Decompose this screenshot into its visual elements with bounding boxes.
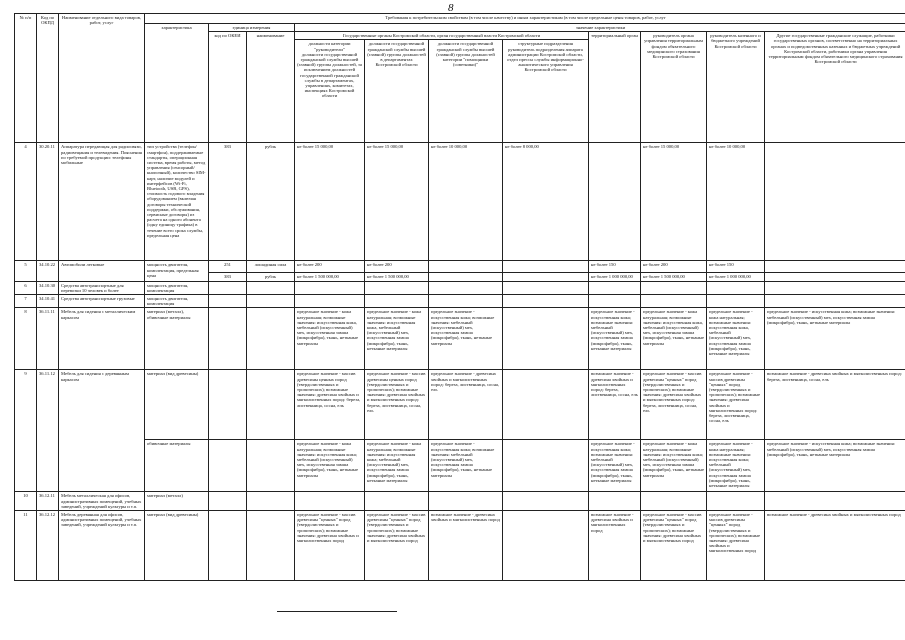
row-value: предельное значение - массив древесины "ценных" пород (твердолиственных и тропических); возможные значения: древесина хвойных и мягколиственных пород: [641, 511, 707, 581]
row-value: предельное значение - искусственная кожа; возможные значения: мебельный (искусственный) мех, искусственная замша (микрофибра), ткань, нетканые материалы: [429, 308, 503, 370]
table-row: [15, 492, 905, 511]
row-value: [429, 261, 503, 273]
row-value: предельное значение - массив древесины "ценных" пород (твердолиственных и тропических); возможные значения: древесина хвойных и мягколиственных пород: береза, лиственница, сосна, ель: [707, 370, 765, 440]
row-okei: [209, 308, 247, 370]
table-row: [15, 308, 905, 370]
header-gov-organs: Государственные органы Костромской области, орган государственный власти Костромской области: [295, 32, 589, 40]
row-unit: [247, 492, 295, 511]
row-value: [503, 370, 589, 440]
header-requirements: Требования к потребительским свойствам (в том числе качеству) и иным характеристикам (в том числе предельные цены товаров, работ, услуг: [145, 14, 905, 24]
header-num: № п/п: [15, 14, 37, 143]
row-unit: [247, 511, 295, 581]
row-value: не более 10 000,00: [707, 143, 765, 261]
header-unit-name: наименование: [247, 32, 295, 143]
header-head-inst: руководитель казенного и бюджетного учреждений Костромской области: [707, 32, 765, 143]
row-name: Мебель для сидения с деревянным каркасом: [59, 370, 145, 492]
row-name: Мебель для сидения с металлическим каркасом: [59, 308, 145, 370]
row-value: [503, 492, 589, 511]
row-okpd-code: 34.10.41: [37, 295, 59, 308]
row-value: возможное значение - древесина хвойных и мягколиственных пород: береза, лиственница, сосна, ель: [589, 370, 641, 440]
row-num: 11: [15, 511, 37, 581]
row-value: [765, 295, 905, 308]
row-value: не более 200: [365, 261, 429, 273]
row-name: Мебель деревянная для офисов, административных помещений, учебных заведений, учреждений культуры и т.п.: [59, 511, 145, 581]
row-okpd-code: 36.12.12: [37, 511, 59, 581]
row-okpd-code: 36.12.11: [37, 492, 59, 511]
row-num: 7: [15, 295, 37, 308]
header-head-terr: руководитель органа управления территориальным фондом обязательного медицинского страхования Костромской области: [641, 32, 707, 143]
row-value: предельное значение - кожа натуральная; возможные значения: искусственная кожа; мебельный (искусственный) мех, искусственная замша (микрофибра), ткань, нетканые материалы: [707, 440, 765, 492]
row-value: не более 10 000,00: [429, 143, 503, 261]
row-value: предельное значение - кожа натуральная; возможные значения: искусственная кожа, мебельный (искусственный) мех, искусственная замша (микрофибра), ткань, нетканые материалы: [365, 308, 429, 370]
header-c1-text: должности государственной гражданской службы высшей (главной) группы должностей, за исключением должностей государственной гражданской службы в департаментах, управлениях, комитетах, инспекциях Костромской области: [297, 51, 362, 99]
row-num: 8: [15, 308, 37, 370]
header-value: значение характеристики: [295, 24, 905, 32]
row-value: не более 1 500 000,00: [641, 273, 707, 281]
row-value: предельное значение - массив древесины "ценных" пород (твердолиственных и тропических); возможные значения: древесина хвойных и мягколиственных пород: [295, 511, 365, 581]
row-okpd-code: 34.10.22: [37, 261, 59, 281]
row-value: не более 150: [707, 261, 765, 273]
row-value: [765, 281, 905, 294]
table-row: [15, 281, 905, 294]
row-value: не более 1 500 000,00: [365, 273, 429, 281]
footer-line: [277, 611, 397, 612]
row-value: [503, 511, 589, 581]
row-characteristic: материал (вид древесины): [145, 370, 209, 440]
row-okei: 383: [209, 143, 247, 261]
row-value: [707, 492, 765, 511]
header-c3: должности государственной гражданской службы высшей (главной) группы должностей категории "помощники (советники)": [429, 40, 503, 143]
row-unit: [247, 370, 295, 440]
row-characteristic: мощность двигателя, комплектация: [145, 295, 209, 308]
row-okei: [209, 295, 247, 308]
row-value: предельное значение - кожа натуральная; возможные значения: искусственная кожа; мебельный (искусственный) мех, искусственная замша (микрофибра), ткань, нетканые материалы: [641, 440, 707, 492]
row-okei: [209, 281, 247, 294]
row-value: предельное значение - древесина хвойных и мягколиственных пород: береза, лиственница, сосна, ель: [429, 370, 503, 440]
header-characteristic: характеристика: [145, 24, 209, 143]
header-name: Наименование отдельного вида товаров, работ, услуг: [59, 14, 145, 143]
row-value: не более 200: [295, 261, 365, 273]
table-row: [15, 143, 905, 261]
row-unit: [247, 281, 295, 294]
row-value: не более 15 000,00: [365, 143, 429, 261]
row-value: возможное значение - древесина хвойных и мягколиственных пород: [765, 511, 905, 581]
row-value: не более 1 500 000,00: [295, 273, 365, 281]
row-num: 9: [15, 370, 37, 492]
row-name: Средства автотранспортные для перевозки 10 человек и более: [59, 281, 145, 294]
row-name: Средства автотранспортные грузовые: [59, 295, 145, 308]
row-num: 4: [15, 143, 37, 261]
row-unit: лошадиная сила: [247, 261, 295, 273]
row-okei: 251: [209, 261, 247, 273]
header-c4: [503, 40, 589, 143]
row-value: [503, 440, 589, 492]
table-row: [15, 511, 905, 581]
header-c4-text: руководитель подразделения аппарата администрации Костромской области, отдел прессы службы информационно-аналитического управления Костромской области: [507, 46, 584, 73]
row-value: не более 150: [589, 261, 641, 273]
row-value: [429, 492, 503, 511]
row-value: [295, 281, 365, 294]
row-value: не более 1 000 000,00: [707, 273, 765, 281]
row-value: не более 1 000 000,00: [589, 273, 641, 281]
row-value: предельное значение - кожа натуральная; возможные значения: искусственная кожа, мебельный (искусственный) мех, искусственная замша (микрофибра), ткань, нетканые материалы: [641, 308, 707, 370]
row-value: [503, 261, 589, 273]
row-value: возможное значение - древесина хвойных и мягколиственных пород: береза, лиственница, сосна, ель: [765, 370, 905, 440]
header-c2: должности государственной гражданской службы высшей (главной) группы должностей в департаментах Костромской области: [365, 40, 429, 143]
row-value: не более 15 000,00: [641, 143, 707, 261]
table-row: [15, 295, 905, 308]
header-struct-div: структурные подразделения: [518, 41, 573, 47]
row-value: не более 15 000,00: [295, 143, 365, 261]
row-characteristic: обивочные материалы: [145, 440, 209, 492]
row-value: предельное значение - искусственная кожа; возможные значения: мебельный (искусственный) мех, искусственная замша (микрофибра), ткань, нетканые материалы: [589, 440, 641, 492]
row-name: Мебель металлическая для офисов, административных помещений, учебных заведений, учреждений культуры и т.п.: [59, 492, 145, 511]
table-subrow: [15, 440, 905, 492]
row-value: [765, 273, 905, 281]
row-unit: [247, 308, 295, 370]
row-name: Автомобили легковые: [59, 261, 145, 281]
row-characteristic: материал (металл): [145, 492, 209, 511]
row-value: [641, 281, 707, 294]
row-value: [295, 492, 365, 511]
requirements-table: [14, 13, 905, 581]
row-value: [707, 295, 765, 308]
header-unit: единица измерения: [209, 24, 295, 32]
row-value: возможное значение - древесина хвойных и мягколиственных пород: [589, 511, 641, 581]
row-okpd-code: 36.11.12: [37, 370, 59, 492]
table-body: [15, 143, 905, 581]
row-okei: [209, 370, 247, 440]
row-value: [503, 281, 589, 294]
row-value: [589, 143, 641, 261]
row-name: Аппаратура передающая для радиосвязи, радиовещания и телевидения. Пояснения по требуемой продукции: телефоны мобильные: [59, 143, 145, 261]
row-value: предельное значение - массив древесины ценных пород (твердолиственных и тропических); возможные значения: древесина хвойных и мягколиственных пород: береза, лиственница, сосна, ель: [295, 370, 365, 440]
row-value: предельное значение - искусственная кожа; возможные значения: мебельный (искусственный) мех, искусственная замша (микрофибра), ткань, нетканые материалы: [765, 308, 905, 370]
row-value: [589, 492, 641, 511]
row-value: предельное значение - массив древесины ценных пород (твердолиственных и тропических); возможные значения: древесина хвойных и мягколиственных пород: береза, лиственница, сосна, ель: [365, 370, 429, 440]
row-value: [429, 281, 503, 294]
row-value: [503, 295, 589, 308]
row-characteristic: тип устройства (телефон/смартфон), поддерживаемые стандарты, операционная система, время работы, метод управления (сенсорный/кнопочный), количество SIM-карт, наличие модулей и интерфейсов (Wi-Fi, Bluetooth, USB, GPS), стоимость годового владения оборудованием (включая договоры технической поддержки, обслуживания, сервисные договоры) из расчета на одного абонента (одну единицу трафика) в течение всего срока службы, предельная цена: [145, 143, 209, 261]
row-value: [707, 281, 765, 294]
row-num: 6: [15, 281, 37, 294]
row-okei: 383: [209, 273, 247, 281]
header-terr-organs: территориальный орган: [589, 32, 641, 143]
row-unit: рубль: [247, 143, 295, 261]
row-value: предельное значение - массив древесины "ценных" пород (твердолиственных и тропических); возможные значения: древесина хвойных и мягколиственных пород: [707, 511, 765, 581]
row-unit: рубль: [247, 273, 295, 281]
row-value: [765, 492, 905, 511]
row-value: предельное значение - искусственная кожа; возможные значения: мебельный (искусственный) мех, искусственная замша (микрофибра), ткань, нетканые материалы: [589, 308, 641, 370]
page-number: 8: [448, 2, 454, 14]
row-value: предельное значение - кожа натуральная; возможные значения: искусственная кожа; мебельный (искусственный) мех, искусственная замша (микрофибра), ткань, нетканые материалы: [295, 440, 365, 492]
row-value: [503, 273, 589, 281]
row-value: [365, 492, 429, 511]
row-value: предельное значение - искусственная кожа; возможные значения: мебельный (искусственный) мех, искусственная замша (микрофибра), ткань, нетканые материалы: [765, 440, 905, 492]
row-value: [295, 295, 365, 308]
row-num: 5: [15, 261, 37, 281]
row-value: предельное значение - искусственная кожа; возможные значения: мебельный (искусственный) мех, искусственная замша (микрофибра), ткань, нетканые материалы: [429, 440, 503, 492]
row-characteristic: мощность двигателя, комплектация, предельная цена: [145, 261, 209, 281]
row-value: [589, 281, 641, 294]
row-okei: [209, 440, 247, 492]
header-okpd: Код по ОКПД: [37, 14, 59, 143]
row-characteristic: материал (вид древесины): [145, 511, 209, 581]
row-unit: [247, 295, 295, 308]
header-dept-category: должности категории "руководители": [308, 41, 351, 52]
row-value: [365, 295, 429, 308]
row-value: [503, 308, 589, 370]
header-other-positions: Другие государственные гражданские служащие, работники государственных органов, соответственно на территориальных органах и подведомственных казенных и бюджетных учреждений Костромской области, работники органа управления территориальным фондом обязательного медицинского страхования Костромской области: [765, 32, 905, 143]
row-okpd-code: 34.10.30: [37, 281, 59, 294]
row-characteristic: материал (металл), обивочные материалы: [145, 308, 209, 370]
row-value: [365, 281, 429, 294]
table-row: [15, 261, 905, 273]
row-value: не более 200: [641, 261, 707, 273]
row-okei: [209, 492, 247, 511]
row-okpd-code: 36.11.11: [37, 308, 59, 370]
row-okpd-code: 30.20.11: [37, 143, 59, 261]
row-value: возможное значение - древесина хвойных и мягколиственных пород: [429, 511, 503, 581]
row-value: не более 8 000,00: [503, 143, 589, 261]
row-value: [641, 295, 707, 308]
row-value: [765, 261, 905, 273]
row-value: предельное значение - массив древесины "ценных" пород (твердолиственных и тропических); возможные значения: древесина хвойных и мягколиственных пород: [365, 511, 429, 581]
row-num: 10: [15, 492, 37, 511]
header-okei: код по ОКЕИ: [209, 32, 247, 143]
row-okei: [209, 511, 247, 581]
row-value: [765, 143, 905, 261]
table-row: [15, 370, 905, 440]
row-unit: [247, 440, 295, 492]
row-value: предельное значение - кожа натуральная; возможные значения: искусственная кожа, мебельный (искусственный) мех, искусственная замша (микрофибра), ткань, нетканые материалы: [295, 308, 365, 370]
row-value: [589, 295, 641, 308]
row-characteristic: мощность двигателя, комплектация: [145, 281, 209, 294]
header-c1: [295, 40, 365, 143]
row-value: предельное значение - кожа натуральная; возможные значения: искусственная кожа, мебельный (искусственный) мех, искусственная замша (микрофибра), ткань, нетканые материалы: [707, 308, 765, 370]
row-value: предельное значение - кожа натуральная; возможные значения: искусственная кожа; мебельный (искусственный) мех, искусственная замша (микрофибра), ткань, нетканые материалы: [365, 440, 429, 492]
row-value: [429, 273, 503, 281]
row-value: [641, 492, 707, 511]
row-value: [429, 295, 503, 308]
row-value: предельное значение - массив древесины "ценных" пород (твердолиственных и тропических); возможные значения: древесина хвойных и мягколиственных пород: береза, лиственница, сосна, ель: [641, 370, 707, 440]
